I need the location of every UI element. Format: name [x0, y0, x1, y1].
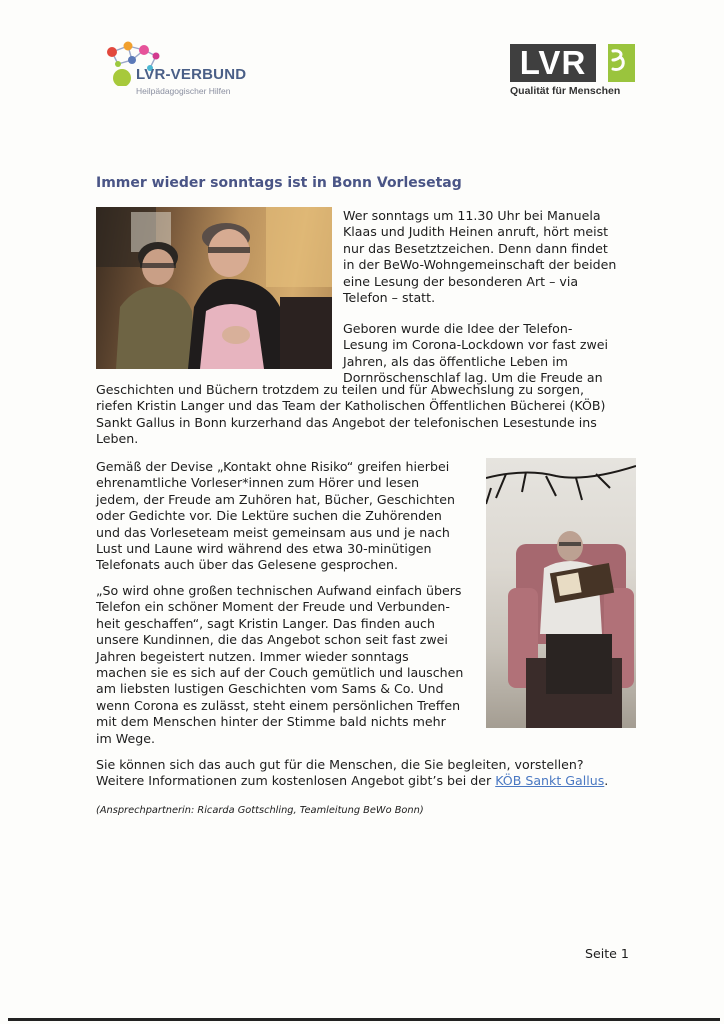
lvr-logo	[507, 44, 635, 100]
text-line: im Wege.	[96, 730, 155, 746]
paragraph-origin-part2	[96, 382, 605, 448]
text-line: Klaas und Judith Heinen anruft, hört meist	[343, 224, 609, 240]
lvr-wordmark: LVR	[510, 44, 596, 82]
text-line: Wer sonntags um 11.30 Uhr bei Manuela	[343, 208, 601, 223]
paragraph-intro	[343, 208, 616, 306]
text-line: heit geschaffen“, sagt Kristin Langer. Das finden auch	[96, 615, 435, 631]
text-line: machen sie es sich auf der Couch gemütlich und lauschen	[96, 665, 464, 681]
text-line: nur das Besetztzeichen. Denn dann findet	[343, 240, 608, 256]
page-number: Seite 1	[585, 946, 629, 961]
lvr-tagline: Qualität für Menschen	[510, 85, 621, 97]
contact-person: (Ansprechpartnerin: Ricarda Gottschling, Teamleitung BeWo Bonn)	[96, 805, 424, 816]
lvr-verbund-subtitle: Heilpädagogischer Hilfen	[136, 86, 231, 96]
text-line: und das Vorleseteam meist gemeinsam aus und je nach	[96, 524, 450, 540]
text-line: Lust und Laune wird während des etwa 30-minütigen	[96, 541, 432, 557]
photo-woman-reading-armchair	[486, 458, 636, 728]
text-line: „So wird ohne großen technischen Aufwand einfach übers	[96, 583, 462, 598]
text-line: mit dem Menschen hinter der Stimme bald nichts mehr	[96, 714, 446, 730]
text-line: Telefon ein schöner Moment der Freude und Verbunden-	[96, 599, 450, 615]
text-line: wenn Corona es zulässt, steht einem persönlichen Treffen	[96, 697, 461, 713]
text-line	[96, 773, 608, 789]
paragraph-info	[96, 757, 608, 790]
photo-two-women-sofa	[96, 207, 332, 369]
text-line: riefen Kristin Langer und das Team der Katholischen Öffentlichen Bücherei (KÖB)	[96, 398, 606, 414]
text-line: Jahren begeistert nutzen. Immer wieder sonntags	[96, 648, 409, 664]
lvr-verbund-logo	[98, 38, 258, 100]
paragraph-origin-part1	[343, 321, 608, 387]
text-line: in der BeWo-Wohngemeinschaft der beiden	[343, 257, 617, 273]
info-suffix: .	[604, 773, 609, 789]
text-line: Telefonats auch über das Gelesene gesprochen.	[96, 557, 399, 573]
text-line: Geboren wurde die Idee der Telefon-	[343, 321, 573, 336]
text-line: Sie können sich das auch gut für die Menschen, die Sie begleiten, vorstellen?	[96, 757, 584, 772]
text-line: Gemäß der Devise „Kontakt ohne Risiko“ greifen hierbei	[96, 459, 450, 474]
text-line: ehrenamtliche Vorleser*innen zum Hörer und lesen	[96, 475, 420, 491]
paragraph-concept	[96, 459, 455, 574]
koeb-sankt-gallus-link[interactable]: KÖB Sankt Gallus	[495, 773, 605, 789]
text-line: Lesung im Corona-Lockdown vor fast zwei	[343, 337, 609, 353]
paragraph-quote	[96, 583, 463, 747]
scan-edge-divider	[8, 1018, 720, 1021]
lvr-verbund-name: LVR-VERBUND	[136, 66, 247, 83]
text-line: jedem, der Freude am Zuhören hat, Bücher, Geschichten	[96, 491, 455, 507]
text-line: Geschichten und Büchern trotzdem zu teilen und für Abwechslung zu sorgen,	[96, 382, 585, 397]
text-line: Sankt Gallus in Bonn kurzerhand das Angebot der telefonischen Lesestunde ins	[96, 414, 597, 430]
text-line: Leben.	[96, 431, 139, 447]
info-prefix: Weitere Informationen zum kostenlosen Angebot gibt’s bei der	[96, 773, 496, 789]
text-line: eine Lesung der besonderen Art – via	[343, 273, 579, 289]
lvr-green-mark-icon	[599, 44, 635, 82]
text-line: oder Gedichte vor. Die Lektüre suchen die Zuhörenden	[96, 508, 442, 524]
text-line: Jahren, als das öffentliche Leben im	[343, 353, 568, 369]
text-line: Dornröschenschlaf lag. Um die Freude an	[343, 370, 603, 386]
text-line: am liebsten lustigen Geschichten vom Sams & Co. Und	[96, 681, 444, 697]
text-line: unsere Kundinnen, die das Angebot schon seit fast zwei	[96, 632, 448, 648]
article-title: Immer wieder sonntags ist in Bonn Vorlesetag	[96, 175, 462, 191]
text-line: Telefon – statt.	[343, 290, 436, 306]
